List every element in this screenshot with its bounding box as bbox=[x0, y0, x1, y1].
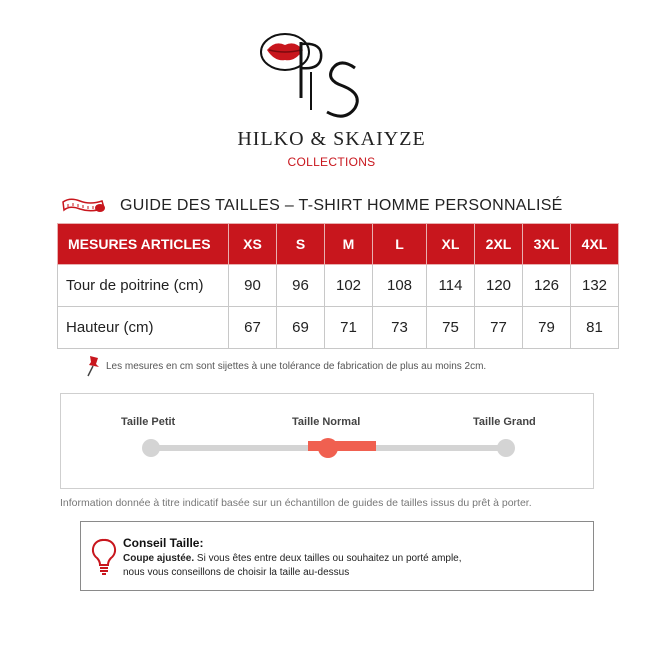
table-cell: 81 bbox=[571, 307, 619, 349]
table-cell: 79 bbox=[523, 307, 571, 349]
size-header-l: L bbox=[373, 224, 427, 265]
size-table-header-row bbox=[58, 224, 619, 265]
size-guide-header bbox=[60, 194, 620, 218]
table-header-label: MESURES ARTICLES bbox=[58, 224, 229, 265]
table-cell: 69 bbox=[277, 307, 325, 349]
tolerance-note-text: Les mesures en cm sont sijettes à une tolérance de fabrication de plus au moins 2cm. bbox=[106, 361, 487, 372]
tip-line-2: nous vous conseillons de choisir la taille au-dessus bbox=[123, 567, 350, 578]
size-header-m: M bbox=[325, 224, 373, 265]
tip-lead: Coupe ajustée. bbox=[123, 553, 195, 564]
table-row-height bbox=[58, 307, 619, 349]
table-cell: 132 bbox=[571, 265, 619, 307]
table-cell: 102 bbox=[325, 265, 373, 307]
table-cell: 90 bbox=[229, 265, 277, 307]
fit-label-large: Taille Grand bbox=[473, 416, 536, 428]
size-table bbox=[57, 223, 619, 349]
size-header-xs: XS bbox=[229, 224, 277, 265]
row-label: Tour de poitrine (cm) bbox=[58, 265, 229, 307]
fit-scale bbox=[60, 393, 594, 489]
brand-subtitle: COLLECTIONS bbox=[287, 155, 376, 169]
size-header-3xl: 3XL bbox=[523, 224, 571, 265]
page-title: GUIDE DES TAILLES – T-SHIRT HOMME PERSONNALISÉ bbox=[120, 197, 563, 214]
tip-title: Conseil Taille: bbox=[123, 536, 204, 550]
table-cell: 77 bbox=[475, 307, 523, 349]
size-header-4xl: 4XL bbox=[571, 224, 619, 265]
size-header-s: S bbox=[277, 224, 325, 265]
table-cell: 108 bbox=[373, 265, 427, 307]
disclaimer-text: Information donnée à titre indicatif basée sur un échantillon de guides de tailles issus du prêt à porter. bbox=[60, 497, 532, 509]
table-cell: 71 bbox=[325, 307, 373, 349]
table-cell: 120 bbox=[475, 265, 523, 307]
fit-marker-selected bbox=[318, 438, 338, 458]
table-cell: 126 bbox=[523, 265, 571, 307]
tip-line-1-text: Si vous êtes entre deux tailles ou souhaitez un porté ample, bbox=[194, 553, 462, 564]
fit-marker-small bbox=[142, 439, 160, 457]
lightbulb-icon bbox=[91, 538, 117, 576]
brand-name: HILKO & SKAIYZE bbox=[237, 128, 426, 150]
table-cell: 96 bbox=[277, 265, 325, 307]
fit-label-normal: Taille Normal bbox=[292, 416, 361, 428]
table-cell: 114 bbox=[427, 265, 475, 307]
table-row-chest bbox=[58, 265, 619, 307]
row-label: Hauteur (cm) bbox=[58, 307, 229, 349]
pushpin-icon bbox=[84, 355, 102, 377]
brand-logo bbox=[255, 28, 375, 128]
measuring-tape-icon bbox=[60, 196, 106, 216]
tip-line-1 bbox=[123, 553, 462, 564]
size-header-xl: XL bbox=[427, 224, 475, 265]
size-header-2xl: 2XL bbox=[475, 224, 523, 265]
table-cell: 67 bbox=[229, 307, 277, 349]
fit-marker-large bbox=[497, 439, 515, 457]
table-cell: 73 bbox=[373, 307, 427, 349]
table-cell: 75 bbox=[427, 307, 475, 349]
size-tip-box bbox=[80, 521, 594, 591]
fit-label-small: Taille Petit bbox=[121, 416, 176, 428]
